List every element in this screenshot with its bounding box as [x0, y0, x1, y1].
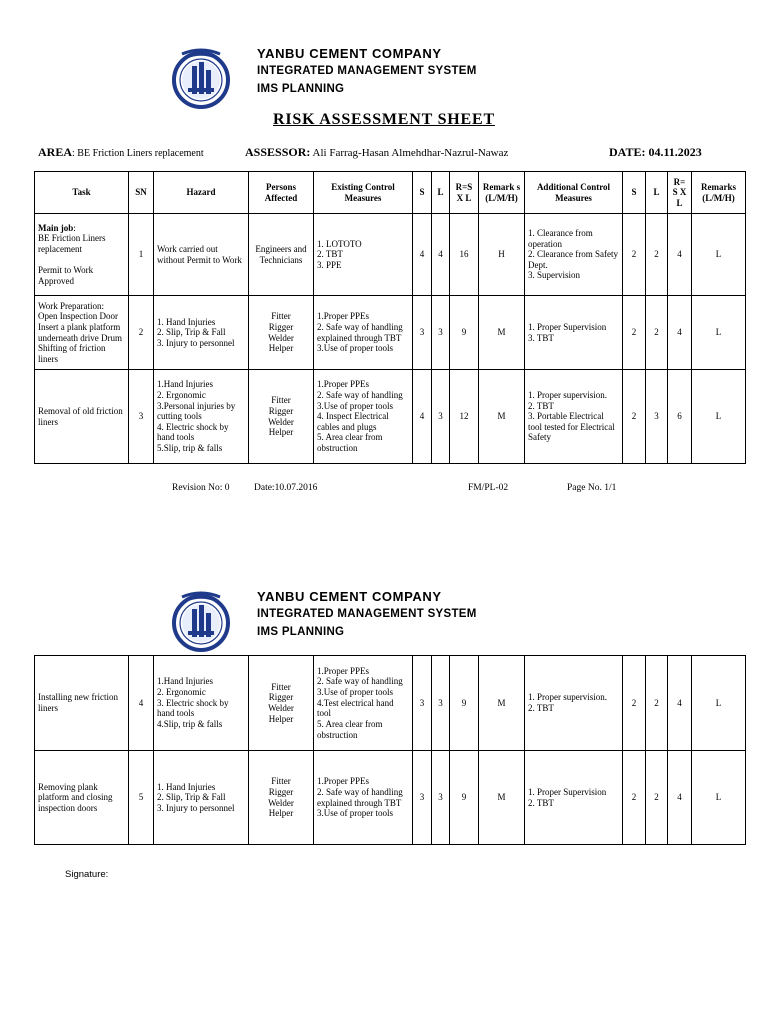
l-cell: 4 — [432, 214, 450, 296]
s-cell: 3 — [413, 296, 432, 370]
additional-cell: 1. Proper Supervision 2. TBT — [525, 751, 623, 845]
yanbu-cement-logo-icon — [168, 44, 234, 110]
company-name: YANBU CEMENT COMPANY — [257, 589, 442, 604]
s2-cell: 2 — [623, 370, 646, 464]
l-cell: 3 — [432, 656, 450, 751]
l2-cell: 2 — [646, 656, 668, 751]
risk-table-page1 — [34, 171, 746, 464]
date-value: 04.11.2023 — [645, 145, 702, 159]
s-cell: 4 — [413, 370, 432, 464]
hazard-cell: 1. Hand Injuries 2. Slip, Trip & Fall 3. Injury to personnel — [154, 751, 249, 845]
persons-cell: Fitter Rigger Welder Helper — [249, 656, 314, 751]
remarks2-cell: L — [692, 214, 746, 296]
col-task: Task — [35, 172, 129, 214]
s2-cell: 2 — [623, 656, 646, 751]
remarks-cell: M — [479, 370, 525, 464]
col-s2: S — [623, 172, 646, 214]
r-cell: 9 — [450, 296, 479, 370]
col-additional: Additional Control Measures — [525, 172, 623, 214]
l-cell: 3 — [432, 751, 450, 845]
hazard-cell: 1. Hand Injuries 2. Slip, Trip & Fall 3. Injury to personnel — [154, 296, 249, 370]
task-cell: Removing plank platform and closing inspection doors — [35, 751, 129, 845]
assessor-value: Ali Farrag-Hasan Almehdhar-Nazrul-Nawaz — [310, 147, 509, 159]
l2-cell: 2 — [646, 296, 668, 370]
persons-cell: Fitter Rigger Welder Helper — [249, 751, 314, 845]
table-header-row — [35, 172, 746, 214]
signature-label: Signature: — [65, 869, 109, 880]
remarks-cell: M — [479, 296, 525, 370]
r2-cell: 4 — [668, 751, 692, 845]
sn-cell: 5 — [129, 751, 154, 845]
remarks2-cell: L — [692, 370, 746, 464]
sn-cell: 4 — [129, 656, 154, 751]
task-cell: Work Preparation: Open Inspection Door Insert a plank platform underneath drive Drum Shifting of friction liners — [35, 296, 129, 370]
company-name: YANBU CEMENT COMPANY — [257, 46, 442, 61]
persons-cell: Fitter Rigger Welder Helper — [249, 296, 314, 370]
col-s: S — [413, 172, 432, 214]
l-cell: 3 — [432, 296, 450, 370]
company-header — [0, 585, 768, 655]
department-name: IMS PLANNING — [257, 83, 345, 95]
r-cell: 9 — [450, 656, 479, 751]
task-cell: Installing new friction liners — [35, 656, 129, 751]
system-name: INTEGRATED MANAGEMENT SYSTEM — [257, 608, 477, 620]
col-persons: Persons Affected — [249, 172, 314, 214]
col-existing: Existing Control Measures — [314, 172, 413, 214]
r-cell: 16 — [450, 214, 479, 296]
existing-cell: 1.Proper PPEs 2. Safe way of handling 3.Use of proper tools 4. Inspect Electrical cables and plugs 5. Area clear from obstruction — [314, 370, 413, 464]
l2-cell: 2 — [646, 214, 668, 296]
col-remarks: Remark s (L/M/H) — [479, 172, 525, 214]
hazard-cell: 1.Hand Injuries 2. Ergonomic 3. Electric shock by hand tools 4.Slip, trip & falls — [154, 656, 249, 751]
table-row — [35, 656, 746, 751]
existing-cell: 1.Proper PPEs 2. Safe way of handling explained through TBT 3.Use of proper tools — [314, 296, 413, 370]
table-row — [35, 370, 746, 464]
l-cell: 3 — [432, 370, 450, 464]
r-cell: 9 — [450, 751, 479, 845]
hazard-cell: 1.Hand Injuries 2. Ergonomic 3.Personal injuries by cutting tools 4. Electric shock by hand tools 5.Slip, trip & falls — [154, 370, 249, 464]
existing-cell: 1.Proper PPEs 2. Safe way of handling explained through TBT 3.Use of proper tools — [314, 751, 413, 845]
table-row — [35, 751, 746, 845]
hazard-cell: Work carried out without Permit to Work — [154, 214, 249, 296]
l2-cell: 3 — [646, 370, 668, 464]
s2-cell: 2 — [623, 296, 646, 370]
col-hazard: Hazard — [154, 172, 249, 214]
s-cell: 3 — [413, 656, 432, 751]
form-number: FM/PL-02 — [468, 483, 509, 493]
task-cell: Removal of old friction liners — [35, 370, 129, 464]
department-name: IMS PLANNING — [257, 626, 345, 638]
r2-cell: 6 — [668, 370, 692, 464]
remarks-cell: M — [479, 656, 525, 751]
additional-cell: 1. Clearance from operation 2. Clearance from Safety Dept. 3. Supervision — [525, 214, 623, 296]
col-r: R=S X L — [450, 172, 479, 214]
col-l: L — [432, 172, 450, 214]
date-label: DATE: — [609, 145, 646, 159]
assessor-label: ASSESSOR: — [245, 145, 311, 159]
revision-date: Date:10.07.2016 — [254, 483, 318, 493]
risk-table-page2 — [34, 655, 746, 845]
system-name: INTEGRATED MANAGEMENT SYSTEM — [257, 65, 477, 77]
remarks-cell: M — [479, 751, 525, 845]
table-row — [35, 214, 746, 296]
r2-cell: 4 — [668, 656, 692, 751]
r2-cell: 4 — [668, 296, 692, 370]
s2-cell: 2 — [623, 214, 646, 296]
remarks-cell: H — [479, 214, 525, 296]
area-label: AREA — [38, 145, 73, 159]
sn-cell: 2 — [129, 296, 154, 370]
remarks2-cell: L — [692, 296, 746, 370]
yanbu-cement-logo-icon — [168, 587, 234, 653]
s2-cell: 2 — [623, 751, 646, 845]
col-sn: SN — [129, 172, 154, 214]
col-remarks2: Remarks (L/M/H) — [692, 172, 746, 214]
sn-cell: 3 — [129, 370, 154, 464]
existing-cell: 1.Proper PPEs 2. Safe way of handling 3.Use of proper tools 4.Test electrical hand tool 5. Area clear from obstruction — [314, 656, 413, 751]
l2-cell: 2 — [646, 751, 668, 845]
assessor-info — [245, 145, 508, 160]
sn-cell: 1 — [129, 214, 154, 296]
remarks2-cell: L — [692, 656, 746, 751]
additional-cell: 1. Proper supervision. 2. TBT — [525, 656, 623, 751]
s-cell: 3 — [413, 751, 432, 845]
existing-cell: 1. LOTOTO 2. TBT 3. PPE — [314, 214, 413, 296]
area-info — [38, 145, 204, 160]
company-header — [0, 42, 768, 112]
r2-cell: 4 — [668, 214, 692, 296]
page-number: Page No. 1/1 — [567, 483, 617, 493]
persons-cell: Engineers and Technicians — [249, 214, 314, 296]
task-cell: Main job: BE Friction Liners replacement Permit to Work Approved — [35, 214, 129, 296]
date-info — [609, 145, 702, 160]
area-value: : BE Friction Liners replacement — [72, 148, 204, 159]
sheet-title: RISK ASSESSMENT SHEET — [273, 111, 495, 128]
r-cell: 12 — [450, 370, 479, 464]
col-r2: R= S X L — [668, 172, 692, 214]
additional-cell: 1. Proper supervision. 2. TBT 3. Portable Electrical tool tested for Electrical Safety — [525, 370, 623, 464]
s-cell: 4 — [413, 214, 432, 296]
col-l2: L — [646, 172, 668, 214]
additional-cell: 1. Proper Supervision 3. TBT — [525, 296, 623, 370]
persons-cell: Fitter Rigger Welder Helper — [249, 370, 314, 464]
remarks2-cell: L — [692, 751, 746, 845]
revision-number: Revision No: 0 — [172, 483, 230, 493]
table-row — [35, 296, 746, 370]
